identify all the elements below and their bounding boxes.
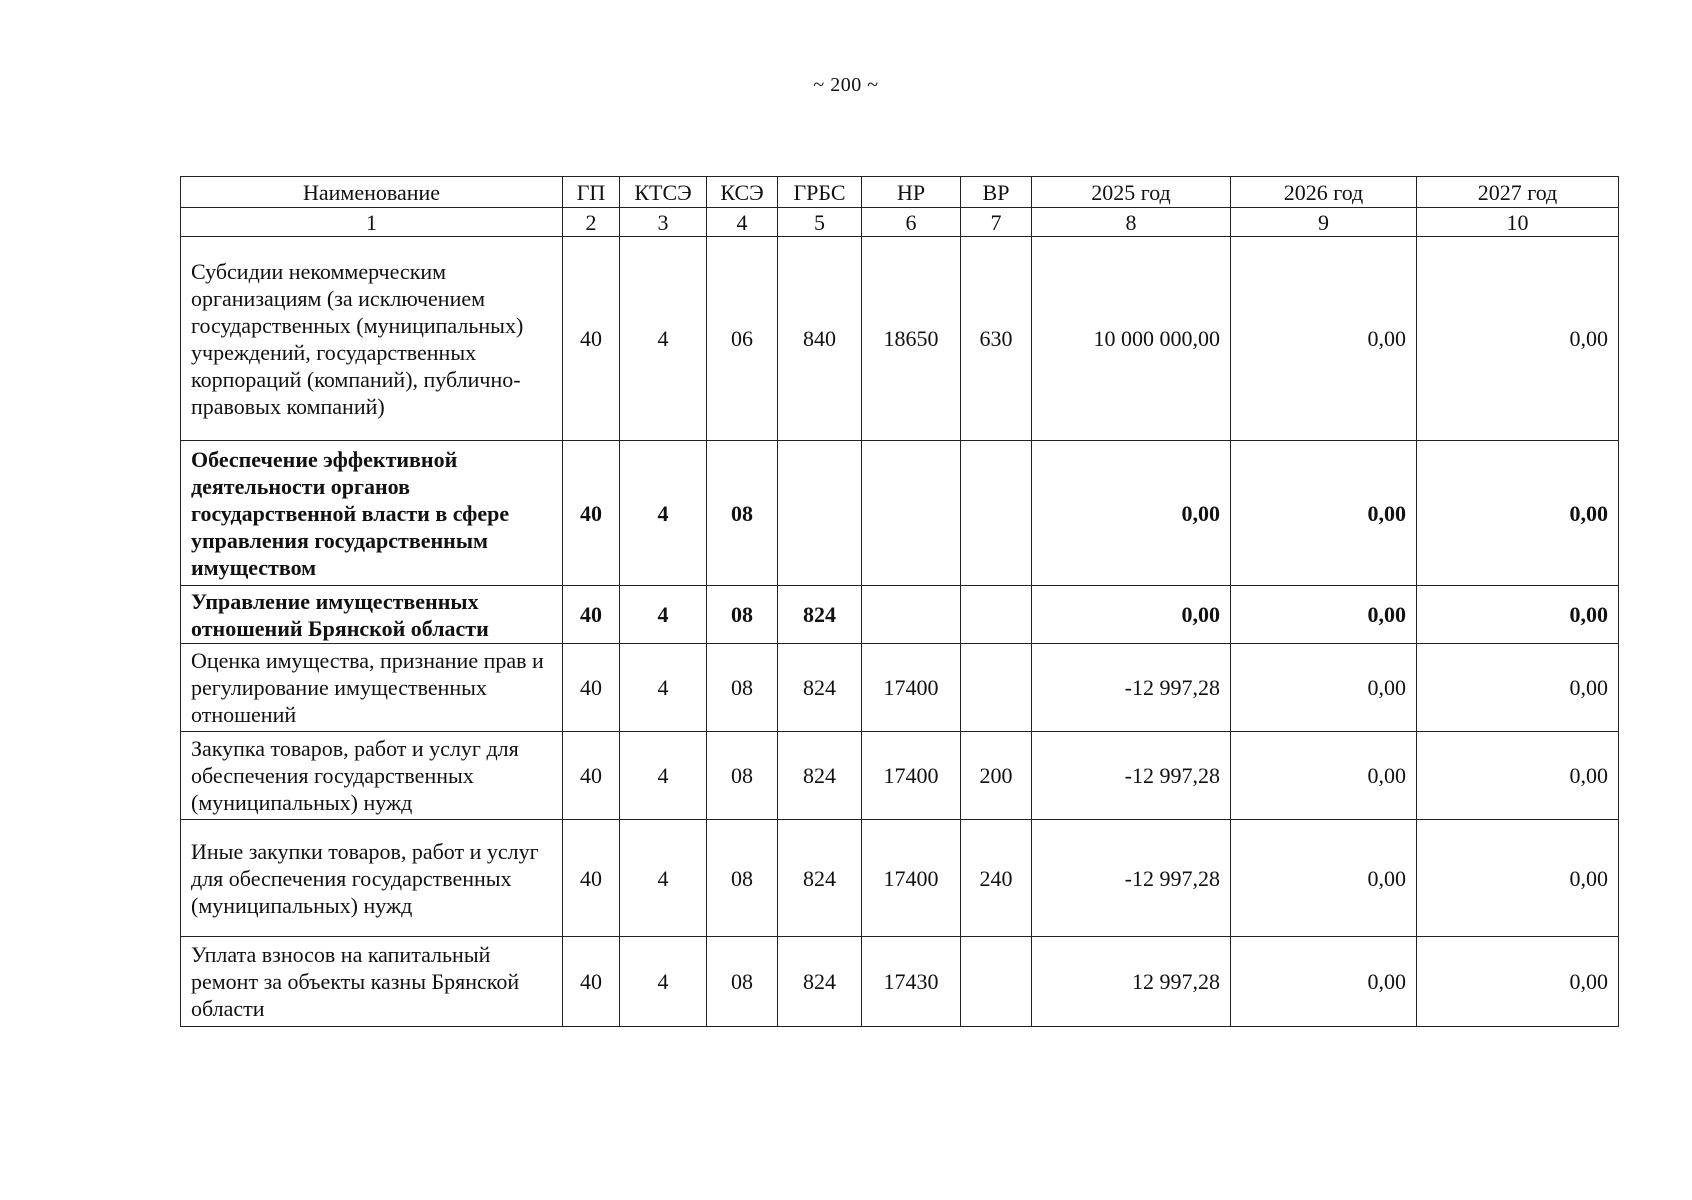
cell-kse: 08	[707, 586, 778, 644]
cell-2027: 0,00	[1417, 820, 1619, 937]
header-row	[181, 177, 1619, 208]
cell-nr: 17400	[862, 820, 961, 937]
cell-2027: 0,00	[1417, 644, 1619, 732]
cell-gp: 40	[563, 644, 620, 732]
cell-grbs: 824	[778, 732, 862, 820]
cell-2026: 0,00	[1231, 441, 1417, 586]
column-number: 1	[181, 208, 563, 237]
column-number: 2	[563, 208, 620, 237]
cell-2026: 0,00	[1231, 237, 1417, 441]
cell-2025: -12 997,28	[1032, 644, 1231, 732]
table-row	[181, 441, 1619, 586]
cell-name: Закупка товаров, работ и услуг для обеспечения государственных (муниципальных) нужд	[181, 732, 563, 820]
header-2025: 2025 год	[1032, 177, 1231, 208]
cell-2025: 12 997,28	[1032, 937, 1231, 1027]
header-name: Наименование	[181, 177, 563, 208]
cell-grbs: 824	[778, 937, 862, 1027]
cell-grbs	[778, 441, 862, 586]
table-row	[181, 937, 1619, 1027]
cell-gp: 40	[563, 237, 620, 441]
cell-nr	[862, 586, 961, 644]
column-number: 10	[1417, 208, 1619, 237]
budget-table	[180, 176, 1619, 1027]
cell-ktse: 4	[620, 937, 707, 1027]
cell-ktse: 4	[620, 820, 707, 937]
header-kse: КСЭ	[707, 177, 778, 208]
cell-name: Уплата взносов на капитальный ремонт за объекты казны Брянской области	[181, 937, 563, 1027]
header-gp: ГП	[563, 177, 620, 208]
column-number: 8	[1032, 208, 1231, 237]
column-number: 6	[862, 208, 961, 237]
column-number: 9	[1231, 208, 1417, 237]
cell-gp: 40	[563, 937, 620, 1027]
table-row	[181, 237, 1619, 441]
column-number: 5	[778, 208, 862, 237]
cell-gp: 40	[563, 820, 620, 937]
cell-kse: 08	[707, 644, 778, 732]
cell-2025: 10 000 000,00	[1032, 237, 1231, 441]
cell-vr: 200	[961, 732, 1032, 820]
cell-kse: 08	[707, 820, 778, 937]
header-grbs: ГРБС	[778, 177, 862, 208]
cell-2027: 0,00	[1417, 586, 1619, 644]
cell-vr	[961, 644, 1032, 732]
cell-2026: 0,00	[1231, 586, 1417, 644]
cell-2025: 0,00	[1032, 441, 1231, 586]
cell-nr: 18650	[862, 237, 961, 441]
cell-2026: 0,00	[1231, 732, 1417, 820]
header-2027: 2027 год	[1417, 177, 1619, 208]
page-number: ~ 200 ~	[813, 74, 879, 96]
cell-kse: 08	[707, 441, 778, 586]
cell-grbs: 824	[778, 644, 862, 732]
cell-vr	[961, 586, 1032, 644]
cell-kse: 08	[707, 937, 778, 1027]
cell-vr: 630	[961, 237, 1032, 441]
cell-2027: 0,00	[1417, 441, 1619, 586]
cell-name: Оценка имущества, признание прав и регулирование имущественных отношений	[181, 644, 563, 732]
header-vr: ВР	[961, 177, 1032, 208]
cell-2025: -12 997,28	[1032, 732, 1231, 820]
table-row	[181, 644, 1619, 732]
cell-kse: 06	[707, 237, 778, 441]
cell-2027: 0,00	[1417, 937, 1619, 1027]
cell-gp: 40	[563, 441, 620, 586]
cell-ktse: 4	[620, 441, 707, 586]
column-number-row	[181, 208, 1619, 237]
cell-name: Обеспечение эффективной деятельности органов государственной власти в сфере управления государственным имуществом	[181, 441, 563, 586]
column-number: 4	[707, 208, 778, 237]
cell-vr: 240	[961, 820, 1032, 937]
cell-vr	[961, 441, 1032, 586]
cell-2026: 0,00	[1231, 937, 1417, 1027]
column-number: 3	[620, 208, 707, 237]
cell-ktse: 4	[620, 732, 707, 820]
cell-nr: 17430	[862, 937, 961, 1027]
cell-kse: 08	[707, 732, 778, 820]
cell-nr: 17400	[862, 732, 961, 820]
cell-2026: 0,00	[1231, 820, 1417, 937]
cell-grbs: 824	[778, 820, 862, 937]
cell-2025: -12 997,28	[1032, 820, 1231, 937]
table-body	[181, 208, 1619, 1027]
cell-2027: 0,00	[1417, 237, 1619, 441]
cell-ktse: 4	[620, 586, 707, 644]
header-ktse: КТСЭ	[620, 177, 707, 208]
cell-gp: 40	[563, 586, 620, 644]
cell-gp: 40	[563, 732, 620, 820]
cell-2025: 0,00	[1032, 586, 1231, 644]
cell-grbs: 840	[778, 237, 862, 441]
cell-vr	[961, 937, 1032, 1027]
table-row	[181, 732, 1619, 820]
header-nr: НР	[862, 177, 961, 208]
header-2026: 2026 год	[1231, 177, 1417, 208]
cell-name: Управление имущественных отношений Брянской области	[181, 586, 563, 644]
table-row	[181, 586, 1619, 644]
cell-grbs: 824	[778, 586, 862, 644]
cell-2027: 0,00	[1417, 732, 1619, 820]
cell-2026: 0,00	[1231, 644, 1417, 732]
cell-nr: 17400	[862, 644, 961, 732]
column-number: 7	[961, 208, 1032, 237]
table-row	[181, 820, 1619, 937]
cell-ktse: 4	[620, 237, 707, 441]
cell-name: Субсидии некоммерческим организациям (за исключением государственных (муниципальных) учреждений, государственных корпораций (компаний), публично-правовых компаний)	[181, 237, 563, 441]
cell-nr	[862, 441, 961, 586]
cell-name: Иные закупки товаров, работ и услуг для обеспечения государственных (муниципальных) нужд	[181, 820, 563, 937]
cell-ktse: 4	[620, 644, 707, 732]
